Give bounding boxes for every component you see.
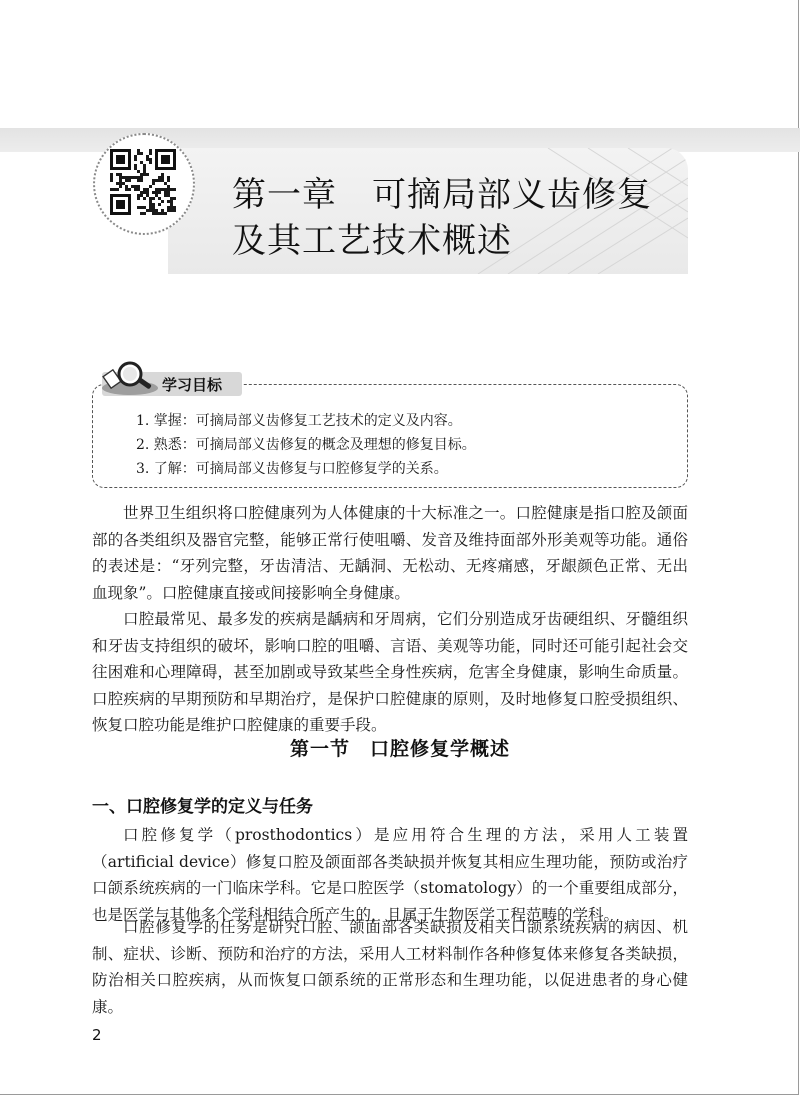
page-number: 2 xyxy=(92,1026,102,1044)
learning-objectives-list xyxy=(136,409,476,481)
section-paragraph: 口腔修复学（prosthodontics）是应用符合生理的方法，采用人工装置（artificial device）修复口腔及颌面部各类缺损并恢复其相应生理功能，预防或治疗口颌系统疾病的一门临床学科。它是口腔医学（stomatology）的一个重要组成部分，也是医学与其他多个学科相结合所产生的，且属于生物医学工程范畴的学科。 xyxy=(92,826,688,924)
objective-item: 3. 了解：可摘局部义齿修复与口腔修复学的关系。 xyxy=(136,461,448,477)
chapter-title: 第一章 可摘局部义齿修复及其工艺技术概述 xyxy=(232,175,652,261)
section-title: 第一节 口腔修复学概述 xyxy=(289,738,510,760)
objective-item: 2. 熟悉：可摘局部义齿修复的概念及理想的修复目标。 xyxy=(136,437,476,453)
magnifier-icon xyxy=(100,358,162,398)
subsection-title: 一、口腔修复学的定义与任务 xyxy=(92,797,313,817)
qr-code-icon[interactable] xyxy=(110,149,176,215)
intro-paragraph: 口腔最常见、最多发的疾病是龋病和牙周病，它们分别造成牙齿硬组织、牙髓组织和牙齿支持组织的破坏，影响口腔的咀嚼、言语、美观等功能，同时还可能引起社会交往困难和心理障碍，甚至加剧或导致某些全身性疾病，危害全身健康，影响生命质量。口腔疾病的早期预防和早期治疗，是保护口腔健康的原则，及时地修复口腔受损组织、恢复口腔功能是维护口腔健康的重要手段。 xyxy=(92,610,688,734)
learning-objectives-heading: 学习目标 xyxy=(162,376,223,394)
objective-item: 1. 掌握：可摘局部义齿修复工艺技术的定义及内容。 xyxy=(136,413,462,429)
intro-paragraph: 世界卫生组织将口腔健康列为人体健康的十大标准之一。口腔健康是指口腔及颌面部的各类组织及器官完整，能够正常行使咀嚼、发音及维持面部外形美观等功能。通俗的表述是：“牙列完整，牙齿清洁、无龋洞、无松动、无疼痛感，牙龈颜色正常、无出血现象”。口腔健康直接或间接影响全身健康。 xyxy=(92,504,688,602)
section-paragraph: 口腔修复学的任务是研究口腔、颌面部各类缺损及相关口颌系统疾病的病因、机制、症状、诊断、预防和治疗的方法，采用人工材料制作各种修复体来修复各类缺损，防治相关口腔疾病，从而恢复口颌系统的正常形态和生理功能，以促进患者的身心健康。 xyxy=(92,918,688,1016)
